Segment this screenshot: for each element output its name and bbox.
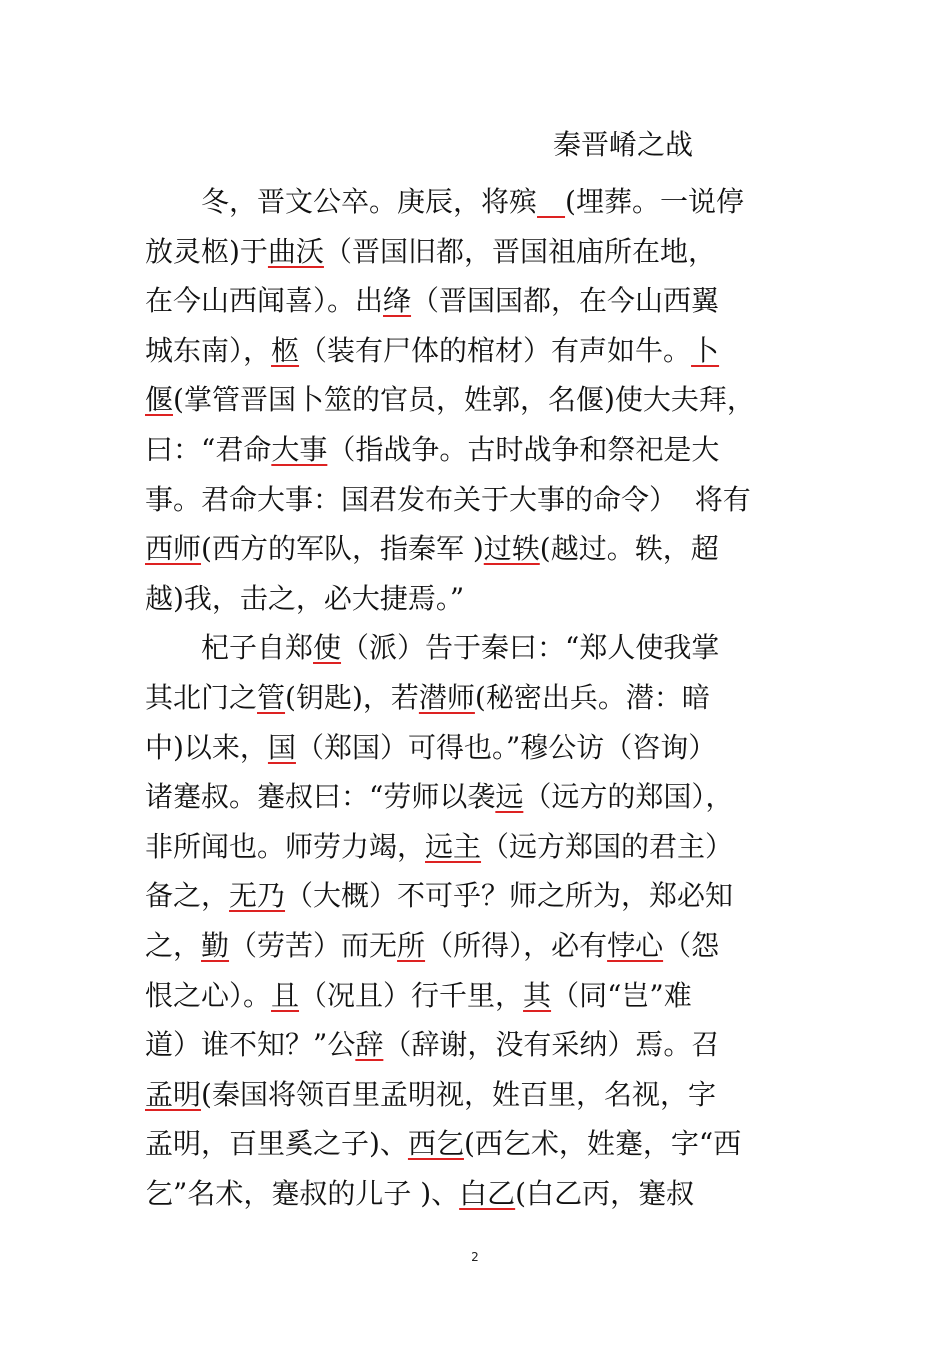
- text-segment: 非所闻也。师劳力竭，: [145, 829, 426, 863]
- annotated-term: 白乙: [459, 1177, 516, 1210]
- text-segment: (西方的军队，指秦军 ): [201, 532, 484, 566]
- annotated-term: 西师: [145, 532, 202, 566]
- text-segment: 越)我，击之，必大捷焉。”: [145, 581, 465, 615]
- text-segment: （大概）不可乎？师之所为，郑必知: [285, 879, 734, 913]
- text-segment: 曰：“君命: [145, 433, 272, 466]
- annotated-term: 曲沃: [267, 234, 324, 268]
- text-segment: （辞谢，没有采纳）焉。召: [383, 1028, 720, 1062]
- text-line: [145, 579, 464, 619]
- text-line: [145, 380, 755, 420]
- text-segment: 在今山西闻喜）。出: [145, 284, 384, 318]
- text-segment: 其北门之: [145, 681, 258, 714]
- text-line: [145, 976, 692, 1016]
- text-line: [145, 827, 733, 867]
- annotated-term: 远主: [425, 829, 482, 863]
- text-line: [145, 1075, 716, 1115]
- text-segment: （派）告于秦曰：“郑人使我掌: [341, 631, 720, 665]
- text-segment: 冬，晋文公卒。庚辰，将殡: [145, 185, 538, 218]
- text-line: [145, 628, 719, 668]
- annotated-term: 卜: [691, 333, 720, 367]
- text-segment: 中)以来，: [145, 730, 268, 764]
- text-segment: (钥匙)，若: [285, 681, 419, 714]
- annotated-term: 辞: [355, 1028, 384, 1062]
- text-line: [145, 331, 719, 371]
- text-segment: （劳苦）而无: [229, 929, 398, 962]
- text-line: [145, 926, 719, 966]
- text-segment: （况且）行千里，: [299, 978, 524, 1012]
- annotated-term: 勤: [201, 929, 230, 962]
- text-line: [145, 1174, 694, 1214]
- text-segment: 杞子自郑: [145, 631, 314, 665]
- text-line: [145, 777, 733, 817]
- annotated-term: 所: [397, 929, 426, 962]
- annotated-term: 西乞: [407, 1127, 464, 1161]
- annotated-term: 管: [257, 681, 286, 714]
- text-segment: （郑国）可得也。”穆公访（咨询）: [295, 730, 717, 764]
- page-number: 2: [471, 1250, 479, 1264]
- text-line: [145, 281, 719, 321]
- text-line: [145, 182, 744, 222]
- text-segment: 道）谁不知？”公: [145, 1028, 356, 1062]
- text-segment: （晋国旧都，晋国祖庙所在地，: [323, 234, 716, 268]
- page-title: 秦晋崤之战: [553, 128, 694, 161]
- annotated-term: 绛: [383, 284, 412, 318]
- annotated-term: 其: [523, 978, 552, 1012]
- text-segment: (越过。轶，超: [539, 532, 719, 566]
- text-segment: 事。君命大事：国君发布关于大事的命令） 将有: [145, 482, 751, 516]
- annotated-term: [537, 185, 565, 218]
- annotated-term: 国: [267, 730, 296, 764]
- text-segment: (秦国将领百里孟明视，姓百里，名视，字: [201, 1077, 716, 1111]
- text-line: [145, 728, 716, 768]
- annotated-term: 且: [271, 978, 300, 1012]
- text-segment: (西乞术，姓蹇，字“西: [463, 1127, 742, 1161]
- text-segment: (白乙丙，蹇叔: [515, 1177, 695, 1210]
- text-segment: 孟明，百里奚之子)、: [145, 1127, 408, 1161]
- text-line: [145, 1025, 719, 1065]
- text-segment: 备之，: [145, 879, 230, 913]
- text-segment: 诸蹇叔。蹇叔曰：“劳师以袭: [145, 780, 496, 814]
- annotated-term: 过轶: [483, 532, 540, 566]
- annotated-term: 悖心: [607, 929, 664, 962]
- text-segment: （远方的郑国），: [523, 780, 734, 814]
- annotated-term: 潜师: [418, 681, 475, 714]
- text-segment: 城东南），: [145, 333, 272, 367]
- annotated-term: 柩: [271, 333, 300, 367]
- text-segment: （远方郑国的君主）: [481, 829, 734, 863]
- annotated-term: 大事: [271, 433, 328, 466]
- text-line: [145, 480, 751, 520]
- annotated-term: 偃: [145, 383, 174, 417]
- text-line: [145, 1124, 741, 1164]
- text-line: [145, 430, 719, 470]
- annotated-term: 远: [495, 780, 524, 814]
- text-segment: （装有尸体的棺材）有声如牛。: [299, 333, 692, 367]
- text-segment: （指战争。古时战争和祭祀是大: [327, 433, 720, 466]
- text-segment: 放灵柩)于: [145, 234, 268, 268]
- text-segment: 恨之心）。: [145, 978, 272, 1012]
- text-line: [145, 678, 710, 718]
- text-line: [145, 529, 719, 569]
- text-segment: （同“岂”难: [551, 978, 692, 1012]
- annotated-term: 孟明: [145, 1077, 202, 1111]
- text-segment: （所得），必有: [425, 929, 608, 962]
- text-segment: （怨: [663, 929, 720, 962]
- text-segment: 之，: [145, 929, 202, 962]
- annotated-term: 使: [313, 631, 342, 665]
- text-segment: (掌管晋国卜筮的官员，姓郭，名偃)使大夫拜，: [173, 383, 755, 417]
- text-segment: 乞”名术，蹇叔的儿子 )、: [145, 1177, 460, 1210]
- text-line: [145, 232, 716, 272]
- text-segment: (埋葬。一说停: [565, 185, 744, 218]
- text-segment: （晋国国都，在今山西翼: [411, 284, 720, 318]
- text-segment: (秘密出兵。潜：暗: [474, 681, 710, 714]
- text-line: [145, 876, 733, 916]
- annotated-term: 无乃: [229, 879, 286, 913]
